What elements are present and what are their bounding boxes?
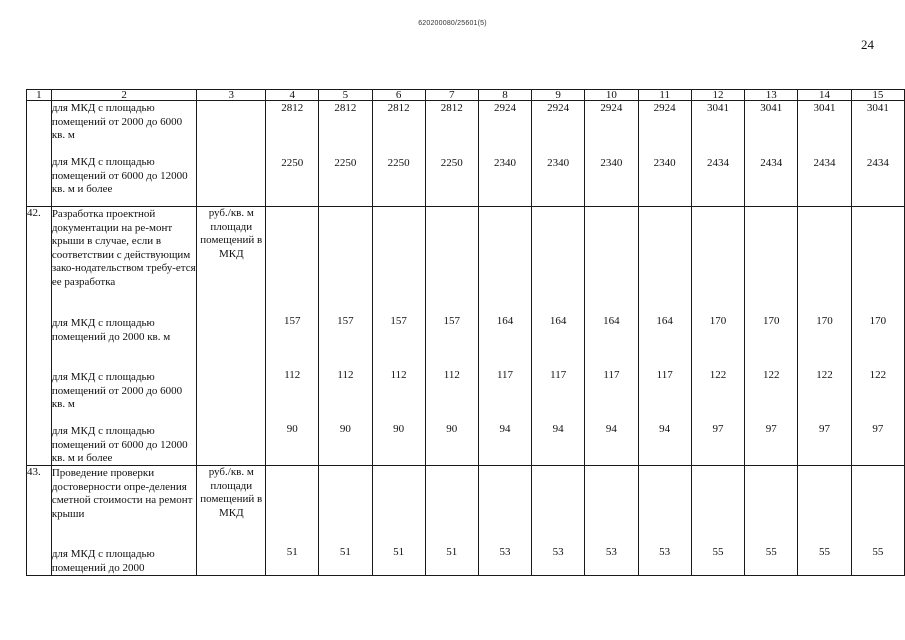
tariff-value: 112 (284, 369, 301, 381)
value-stack (373, 466, 425, 574)
tariff-value: 3041 (813, 102, 836, 114)
tariff-value: 164 (496, 315, 514, 327)
tariff-value: 164 (549, 315, 567, 327)
tariff-value: 157 (283, 315, 301, 327)
tariff-value: 2924 (600, 102, 623, 114)
value-cell (851, 207, 904, 466)
tariff-value: 97 (819, 423, 831, 435)
column-header: 11 (638, 90, 691, 101)
value-stack (585, 101, 637, 205)
tariff-value: 51 (339, 546, 351, 558)
value-stack (373, 207, 425, 464)
tariff-value: 122 (762, 369, 780, 381)
tariff-value: 117 (656, 369, 673, 381)
value-cell (478, 207, 531, 466)
value-cell (532, 101, 585, 207)
tariff-value: 164 (603, 315, 620, 327)
value-cell (691, 101, 744, 207)
value-stack (745, 466, 797, 574)
tariff-value: 117 (496, 369, 514, 381)
value-stack (692, 101, 744, 205)
description-stack (52, 207, 197, 464)
description-stack (52, 466, 197, 574)
tariff-value: 2250 (281, 157, 304, 169)
tariff-value: 53 (499, 546, 511, 558)
tariff-value: 3041 (760, 102, 783, 114)
tariff-value: 170 (762, 315, 780, 327)
value-cell (372, 466, 425, 576)
value-cell (585, 466, 638, 576)
tariff-value: 2250 (387, 157, 410, 169)
tariff-value: 122 (869, 369, 887, 381)
value-stack (745, 101, 797, 205)
value-cell (798, 207, 851, 466)
tariff-value: 94 (659, 423, 671, 435)
tariff-value: 2340 (600, 157, 623, 169)
value-cell (266, 207, 319, 466)
tariff-value: 97 (712, 423, 724, 435)
unit-cell: руб./кв. м площади помещений в МКД (197, 466, 266, 576)
value-cell (745, 101, 798, 207)
tariff-value: 112 (337, 369, 354, 381)
value-stack (745, 207, 797, 464)
tariff-value: 2924 (547, 102, 570, 114)
tariff-value: 157 (337, 315, 354, 327)
value-cell (851, 466, 904, 576)
tariff-value: 2924 (493, 102, 516, 114)
tariff-value: 2434 (706, 157, 729, 169)
value-stack (319, 207, 371, 464)
value-cell (638, 207, 691, 466)
value-cell (266, 466, 319, 576)
column-header: 15 (851, 90, 904, 101)
item-number: 42. (27, 207, 52, 466)
tariff-value: 90 (446, 423, 458, 435)
value-cell (372, 207, 425, 466)
value-stack (798, 101, 850, 205)
value-cell (691, 466, 744, 576)
value-stack (266, 466, 318, 574)
table-row (27, 101, 905, 207)
item-number: 43. (27, 466, 52, 576)
value-cell (638, 101, 691, 207)
row-label: для МКД с площадью помещений от 6000 до 12000 кв. м и более (51, 425, 188, 464)
column-header: 3 (197, 90, 266, 101)
tariff-value: 94 (499, 423, 511, 435)
value-cell (532, 466, 585, 576)
table-header-row (27, 90, 905, 101)
tariff-value: 51 (286, 546, 298, 558)
item-title: Разработка проектной документации на ре-монт крыши в случае, если в соответствии с действующим зако-нодательством требу-ется ее разработка (51, 208, 196, 288)
tariff-value: 97 (872, 423, 884, 435)
value-cell (745, 466, 798, 576)
item-number (27, 101, 52, 207)
value-cell (478, 101, 531, 207)
page-number: 24 (861, 37, 874, 52)
tariff-value: 2250 (440, 157, 463, 169)
value-stack (585, 207, 637, 464)
value-cell (372, 101, 425, 207)
description-stack (52, 101, 197, 205)
column-header: 1 (27, 90, 52, 101)
value-cell (585, 207, 638, 466)
tariff-value: 90 (339, 423, 351, 435)
unit-cell (197, 101, 266, 207)
tariff-value: 3041 (866, 102, 889, 114)
tariff-value: 2434 (866, 157, 889, 169)
value-stack (479, 101, 531, 205)
tariff-value: 2250 (334, 157, 357, 169)
tariff-value: 117 (603, 369, 620, 381)
value-stack (532, 101, 584, 205)
tariff-value: 51 (446, 546, 458, 558)
value-cell (425, 101, 478, 207)
value-stack (692, 207, 744, 464)
value-stack (479, 466, 531, 574)
item-title: Проведение проверки достоверности опре-деления сметной стоимости на ремонт крыши (51, 467, 193, 520)
tariff-value: 53 (605, 546, 617, 558)
value-stack (692, 466, 744, 574)
column-header: 2 (51, 90, 197, 101)
value-cell (425, 466, 478, 576)
column-header: 4 (266, 90, 319, 101)
value-stack (373, 101, 425, 205)
column-header: 6 (372, 90, 425, 101)
row-label: для МКД с площадью помещений от 2000 до 6000 кв. м (51, 102, 183, 141)
tariff-value: 122 (709, 369, 727, 381)
value-stack (426, 466, 478, 574)
item-description (51, 101, 197, 207)
tariff-table (26, 89, 905, 576)
row-label: для МКД с площадью помещений от 2000 до 6000 кв. м (51, 371, 183, 410)
row-label: для МКД с площадью помещений от 6000 до 12000 кв. м и более (51, 156, 188, 195)
tariff-value: 170 (816, 315, 833, 327)
value-cell (798, 101, 851, 207)
value-stack (426, 207, 478, 464)
value-stack (532, 207, 584, 464)
tariff-value: 2434 (760, 157, 783, 169)
tariff-value: 51 (393, 546, 405, 558)
tariff-value: 157 (443, 315, 461, 327)
tariff-value: 2924 (653, 102, 676, 114)
tariff-value: 170 (709, 315, 727, 327)
value-stack (266, 207, 318, 464)
unit-cell: руб./кв. м площади помещений в МКД (197, 207, 266, 466)
value-stack (639, 207, 691, 464)
value-cell (532, 207, 585, 466)
value-stack (426, 101, 478, 205)
value-cell (425, 207, 478, 466)
value-cell (745, 207, 798, 466)
tariff-value: 55 (765, 546, 777, 558)
tariff-value: 97 (765, 423, 777, 435)
tariff-value: 2340 (547, 157, 570, 169)
column-header: 9 (532, 90, 585, 101)
value-stack (639, 101, 691, 205)
value-cell (798, 466, 851, 576)
tariff-value: 2812 (281, 102, 304, 114)
tariff-value: 94 (605, 423, 617, 435)
tariff-value: 2812 (334, 102, 357, 114)
column-header: 12 (691, 90, 744, 101)
document-id: 620200080/25601(5) (418, 20, 487, 27)
tariff-value: 112 (390, 369, 407, 381)
value-stack (479, 207, 531, 464)
table-row (27, 207, 905, 466)
value-cell (585, 101, 638, 207)
column-header: 7 (425, 90, 478, 101)
tariff-value: 90 (393, 423, 405, 435)
tariff-value: 55 (872, 546, 884, 558)
column-header: 13 (745, 90, 798, 101)
value-cell (691, 207, 744, 466)
tariff-value: 117 (550, 369, 567, 381)
tariff-value: 2434 (813, 157, 836, 169)
value-cell (266, 101, 319, 207)
table-row (27, 466, 905, 576)
tariff-value: 170 (869, 315, 887, 327)
value-stack (319, 466, 371, 574)
tariff-value: 2812 (387, 102, 410, 114)
item-description (51, 466, 197, 576)
item-description (51, 207, 197, 466)
value-stack (639, 466, 691, 574)
value-cell (851, 101, 904, 207)
tariff-value: 164 (656, 315, 673, 327)
tariff-value: 3041 (706, 102, 729, 114)
value-cell (478, 466, 531, 576)
value-stack (852, 101, 904, 205)
row-label: для МКД с площадью помещений до 2000 кв. м (51, 317, 171, 343)
value-cell (319, 466, 372, 576)
value-cell (319, 207, 372, 466)
tariff-value: 157 (390, 315, 407, 327)
tariff-value: 122 (816, 369, 833, 381)
value-stack (798, 207, 850, 464)
tariff-value: 2812 (440, 102, 463, 114)
tariff-value: 55 (819, 546, 831, 558)
value-stack (852, 207, 904, 464)
value-cell (638, 466, 691, 576)
value-stack (585, 466, 637, 574)
value-stack (532, 466, 584, 574)
value-stack (266, 101, 318, 205)
column-header: 8 (478, 90, 531, 101)
tariff-value: 55 (712, 546, 724, 558)
tariff-value: 112 (443, 369, 460, 381)
value-stack (852, 466, 904, 574)
tariff-value: 2340 (493, 157, 516, 169)
tariff-value: 94 (552, 423, 564, 435)
row-label: для МКД с площадью помещений до 2000 (51, 548, 155, 574)
tariff-value: 53 (552, 546, 564, 558)
tariff-value: 2340 (653, 157, 676, 169)
column-header: 5 (319, 90, 372, 101)
tariff-value: 90 (286, 423, 298, 435)
column-header: 10 (585, 90, 638, 101)
value-stack (319, 101, 371, 205)
value-cell (319, 101, 372, 207)
tariff-value: 53 (659, 546, 671, 558)
value-stack (798, 466, 850, 574)
column-header: 14 (798, 90, 851, 101)
